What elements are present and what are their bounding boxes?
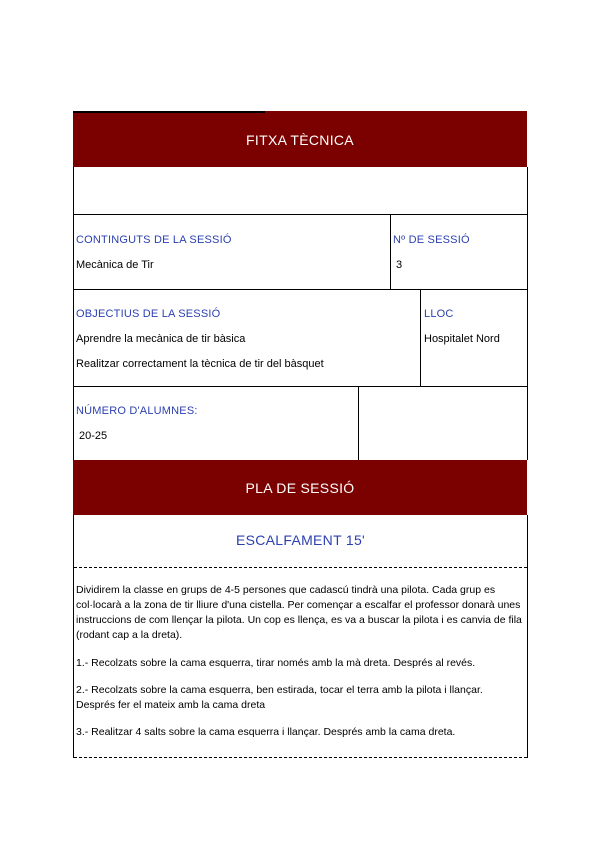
- contents-value: Mecànica de Tir: [76, 259, 154, 271]
- row-divider: [73, 214, 528, 215]
- warmup-step: 2.- Recolzats sobre la cama esquerra, ben estirada, tocar el terra amb la pilota i llançar. Després fer el mateix amb la cama dreta: [76, 684, 483, 711]
- warmup-heading: ESCALFAMENT 15': [235, 532, 366, 548]
- dashed-divider: [74, 757, 527, 758]
- place-value: Hospitalet Nord: [424, 333, 500, 345]
- objective-item: Aprendre la mecànica de tir bàsica: [76, 333, 246, 345]
- row-divider: [73, 386, 528, 387]
- dashed-divider: [74, 567, 527, 568]
- col-divider: [420, 289, 421, 386]
- contents-label: CONTINGUTS DE LA SESSIÓ: [76, 234, 232, 246]
- objective-item: Realitzar correctament la tècnica de tir del bàsquet: [76, 358, 324, 370]
- col-divider: [358, 386, 359, 460]
- session-number-label: Nº DE SESSIÓ: [393, 234, 470, 246]
- students-label: NÚMERO D'ALUMNES:: [76, 405, 198, 417]
- warmup-step: 1.- Recolzats sobre la cama esquerra, tirar només amb la mà dreta. Després al revés.: [76, 657, 476, 669]
- objectives-label: OBJECTIUS DE LA SESSIÓ: [76, 308, 221, 320]
- fitxa-tecnica-title: FITXA TÈCNICA: [246, 132, 354, 148]
- students-value: 20-25: [79, 430, 108, 442]
- warmup-step: 3.- Realitzar 4 salts sobre la cama esquerra i llançar. Després amb la cama dreta.: [76, 726, 456, 738]
- place-label: LLOC: [424, 308, 454, 320]
- pla-de-sessio-title: PLA DE SESSIÓ: [245, 479, 355, 496]
- pla-de-sessio-header: [73, 460, 527, 515]
- col-divider: [390, 214, 391, 289]
- fitxa-tecnica-header: [73, 113, 527, 167]
- session-number-value: 3: [396, 259, 403, 271]
- row-divider: [73, 289, 528, 290]
- warmup-intro: Dividirem la classe en grups de 4-5 persones que cadascú tindrà una pilota. Cada grup es col·locarà a la zona de tir lliure d'una cistella. Per començar a escalfar el professor donarà unes instruccions de com llençar la pilota. Un cop es llença, es va a buscar la pilota i es canvia de fila (rodant cap a la dreta).: [76, 584, 522, 641]
